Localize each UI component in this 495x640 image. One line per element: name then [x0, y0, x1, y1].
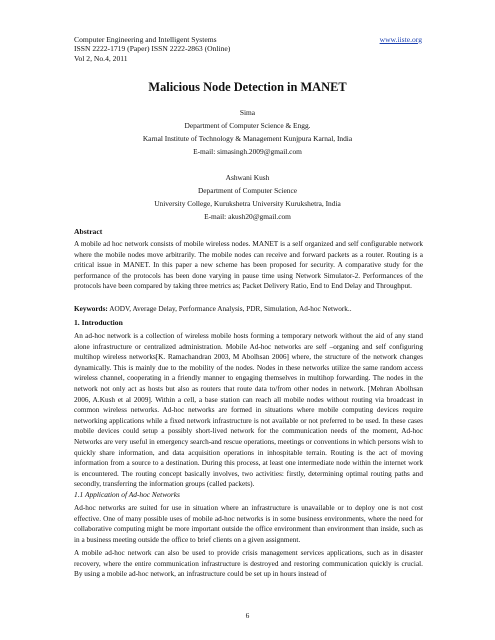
introduction-heading: 1. Introduction [74, 318, 123, 327]
abstract-heading: Abstract [74, 227, 103, 236]
keywords-line [74, 305, 423, 313]
journal-url-link[interactable]: www.iiste.org [379, 35, 422, 44]
author-1-institute: Karnal Institute of Technology & Management Kunjpura Karnal, India [142, 134, 353, 143]
page-number: 6 [245, 611, 250, 620]
applications-subheading: 1.1 Application of Ad-hoc Networks [74, 490, 180, 499]
author-1-department: Department of Computer Science & Engg. [184, 121, 311, 130]
author-2-email: E-mail: akush20@gmail.com [204, 212, 291, 221]
paper-title: Malicious Node Detection in MANET [148, 80, 347, 94]
applications-paragraph-1: Ad-hoc networks are suited for use in situation where an infrastructure is unavailable or to deploy one is not cost effective. One of many possible uses of mobile ad-hoc networks is in some business environments, where the need for collaborative computing might be more important outside the office environment than environment than inside, such as in a business meeting outside the office to brief clients on a given assignment. [74, 504, 423, 544]
author-2-department: Department of Computer Science [197, 186, 298, 195]
issn-line: ISSN 2222-1719 (Paper) ISSN 2222-2863 (Online) [74, 44, 231, 53]
applications-paragraph-2: A mobile ad-hoc network can also be used to provide crisis management services applications, such as in disaster recovery, where the entire communication infrastructure is destroyed and restoring communication quickly is crucial. By using a mobile ad-hoc network, an infrastructure could be set up in hours instead of [74, 549, 423, 579]
keywords-text: AODV, Average Delay, Performance Analysis, PDR, Simulation, Ad-hoc Network.. [107, 305, 352, 313]
introduction-paragraph-1: An ad-hoc network is a collection of wireless mobile hosts forming a temporary network without the aid of any stand alone infrastructure or centralized administration. Mobile Ad-hoc networks are self –organing and self configuring multihop wireless networks[K. Ramachandran 2003, M Abolhsan 2006] where, the structure of the network changes dynamically. This is mainly due to the mobility of the nodes. Nodes in these networks utilize the same random access wireless channel, cooperating in a friendly manner to engaging themselves in multihop forwarding. The nodes in the network not only act as hosts but also as routers that route data to/from other nodes in network. [Mehran Abolhsan 2006, A.Kush et al 2009]. Within a cell, a base station can reach all mobile nodes without routing via broadcast in common wireless networks. Ad-hoc networks are formed in situations where mobile computing devices require networking applications while a fixed network infrastructure is not available or not preferred to be used. In these cases mobile devices could setup a possibly short-lived network for the communication needs of the moment, Ad-hoc Networks are very useful in emergency search-and rescue operations, meetings or conventions in which persons wish to quickly share information, and data acquisition operations in inhospitable terrain. Routing is the act of moving information from a source to a destination. During this process, at least one intermediate node within the internet work is encountered. The routing concept basically involves, two activities: firstly, determining optimal routing paths and secondly, transferring the information groups (called packets). [74, 332, 423, 489]
author-1-email: E-mail: simasingh.2009@gmail.com [193, 147, 302, 156]
author-2-institute: University College, Kurukshetra University Kurukshetra, India [154, 199, 341, 208]
keywords-label: Keywords: [74, 305, 108, 313]
author-1-name: Sima [239, 108, 256, 117]
abstract-text: A mobile ad hoc network consists of mobile wireless nodes. MANET is a self organized and self configurable network where the mobile nodes move arbitrarily. The mobile nodes can receive and forward packets as a router. Routing is a critical issue in MANET. In this paper a new scheme has been proposed for security. A comparative study for the performance of the protocols has been done varying in pause time using Network Simulator-2. Performances of the protocols have been compared by taking three metrics as; Packet Delivery Ratio, End to End Delay and Throughput. [74, 240, 423, 291]
volume-line: Vol 2, No.4, 2011 [74, 54, 128, 63]
author-2-name: Ashwani Kush [225, 173, 270, 182]
journal-name: Computer Engineering and Intelligent Systems [74, 35, 217, 44]
